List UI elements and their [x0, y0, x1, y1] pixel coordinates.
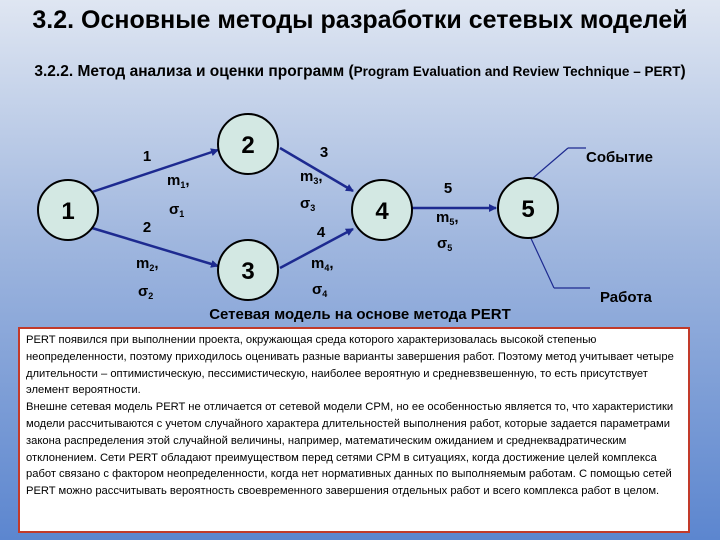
- edge-3-number: 3: [319, 144, 329, 161]
- legend-work-label: Работа: [600, 289, 652, 306]
- subtitle-english: Program Evaluation and Review Technique – PERT: [353, 64, 681, 79]
- edge-4-number: 4: [316, 224, 326, 241]
- edge-3-sigma-label: $\sigma_3$: [300, 195, 316, 213]
- node-4: [352, 180, 412, 240]
- slide-title: 3.2. Основные методы разработки сетевых моделей: [32, 6, 688, 34]
- node-2-label: 2: [241, 132, 255, 159]
- node-1-label: 1: [61, 198, 75, 225]
- event-pointer-line: [533, 148, 568, 178]
- subtitle-close: ): [680, 63, 686, 80]
- edge-1-2: [92, 150, 218, 192]
- subtitle-main: 3.2.2. Метод анализа и оценки программ (: [34, 63, 354, 80]
- edge-2-number: 2: [142, 219, 152, 236]
- description-paragraph-2: Внешне сетевая модель PERT не отличается от сетевой модели CPM, но ее особенностью является то, что характеристики модели рассчитываются с учетом случайного характера длительностей выполнения работ, которые задается параметрами закона распределения этой случайной величины, например, математическим ожиданием и среднеквадратическим отклонением. Сети PERT обладают преимуществом перед сетями CPM в ситуациях, когда достижение целей комплекса работ связано с фактором неопределенности, когда нет нормативных данных по выполняемым работам. С помощью сетей PERT можно рассчитывать вероятность своевременного завершения отдельных работ и всего комплекса работ в целом.: [26, 401, 674, 498]
- description-textbox: [18, 327, 690, 533]
- edge-4-sigma-label: $\sigma_4$: [312, 281, 328, 299]
- node-5: [498, 178, 558, 238]
- node-3-label: 3: [241, 258, 255, 285]
- edge-1-number: 1: [142, 148, 152, 165]
- edge-1-m-label: $m_1$,: [167, 172, 190, 190]
- edge-3-m-label: $m_3$,: [300, 168, 323, 186]
- edge-5-m-label: $m_5$,: [436, 209, 459, 227]
- description-paragraph-1: PERT появился при выполнении проекта, окружающая среда которого характеризовалась высокой степенью неопределенности, поэтому приходилось оценивать разные варианты завершения работ. Поэтому метод учитывает четыре длительности – оптимистическую, пессимистическую, наиболее вероятную и средневзвешенную, то есть присутствует элемент вероятности.: [26, 334, 674, 397]
- node-2: [218, 114, 278, 174]
- work-pointer-line: [528, 232, 554, 288]
- node-1: [38, 180, 98, 240]
- edge-4-m-label: $m_4$,: [311, 255, 334, 273]
- edge-5-number: 5: [443, 180, 453, 197]
- edge-2-sigma-label: $\sigma_2$: [138, 283, 154, 301]
- diagram-caption: Сетевая модель на основе метода PERT: [209, 306, 511, 323]
- node-5-label: 5: [521, 196, 535, 223]
- node-3: [218, 240, 278, 300]
- edge-5-sigma-label: $\sigma_5$: [437, 235, 453, 253]
- node-4-label: 4: [375, 198, 389, 225]
- edge-2-m-label: $m_2$,: [136, 255, 159, 273]
- legend-event-label: Событие: [586, 149, 653, 166]
- edge-1-sigma-label: $\sigma_1$: [169, 201, 185, 219]
